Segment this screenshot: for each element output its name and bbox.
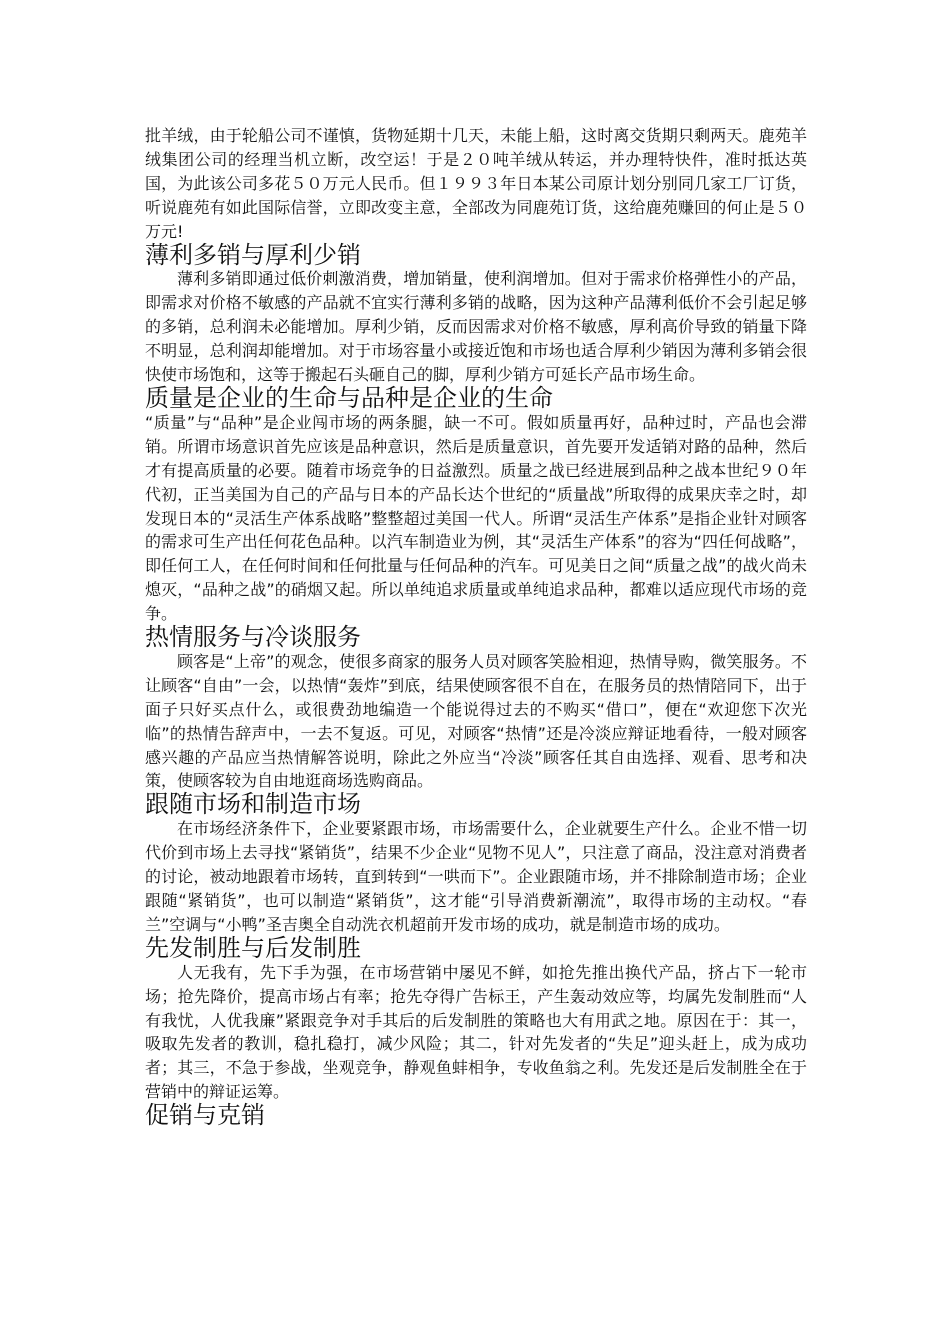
section-body-first-move: 人无我有，先下手为强，在市场营销中屡见不鲜，如抢先推出换代产品，挤占下一轮市场；抢先降价，提高市场占有率；抢先夺得广告标王，产生轰动效应等，均属先发制胜而“人有我忧，人优我廉”紧跟竞争对手其后的后发制胜的策略也大有用武之地。原因在于：其一，吸取先发者的教训，稳扎稳打，减少风险；其二，针对先发者的“失足”迎头赶上，成为成功者；其三，不急于参战，坐观竞争，静观鱼蚌相争，专收鱼翁之利。先发还是后发制胜全在于营销中的辩证运筹。 [145,962,807,1102]
section-heading-promotion: 促销与克销 [145,1101,265,1130]
section-body-quality-variety: “质量”与“品种”是企业闯市场的两条腿，缺一不可。假如质量再好，品种过时，产品也会滞销。所谓市场意识首先应该是品种意识，然后是质量意识，首先要开发适销对路的品种，然后才有提高质量的必要。随着市场竞争的日益激烈。质量之战已经进展到品种之战本世纪９０年代初，正当美国为自己的产品与日本的产品长达个世纪的“质量战”所取得的成果庆幸之时，却发现日本的“灵活生产体系战略”整整超过美国一代人。所谓“灵活生产体系”是指企业针对顾客的需求可生产出任何花色品种。以汽车制造业为例，其“灵活生产体系”的容为“四任何战略”，即任何工人，在任何时间和任何批量与任何品种的汽车。可见美日之间“质量之战”的战火尚未熄灭，“品种之战”的硝烟又起。所以单纯追求质量或单纯追求品种，都难以适应现代市场的竞争。 [145,412,807,624]
section-heading-service: 热情服务与冷谈服务 [145,623,361,652]
section-heading-market: 跟随市场和制造市场 [145,790,361,819]
section-heading-thin-profit: 薄利多销与厚利少销 [145,240,361,269]
document-page [145,124,807,1128]
section-body-service: 顾客是“上帝”的观念，使很多商家的服务人员对顾客笑脸相迎，热情导购，微笑服务。不让顾客“自由”一会，以热情“轰炸”到底，结果使顾客很不自在，在服务员的热情陪同下，出于面子只好买点什么，或很费劲地编造一个能说得过去的不购买“借口”，便在“欢迎您下次光临”的热情告辞声中，一去不复返。可见，对顾客“热情”还是冷淡应辩证地看待，一般对顾客感兴趣的产品应当热情解答说明，除此之外应当“冷淡”顾客任其自由选择、观看、思考和决策，使顾客较为自由地逛商场选购商品。 [145,651,807,791]
section-body-thin-profit: 薄利多销即通过低价刺激消费，增加销量，使利润增加。但对于需求价格弹性小的产品，即需求对价格不敏感的产品就不宜实行薄利多销的战略，因为这种产品薄利低价不会引起足够的多销，总利润未必能增加。厚利少销，反而因需求对价格不敏感，厚利高价导致的销量下降不明显，总利润却能增加。对于市场容量小或接近饱和市场也适合厚利少销因为薄利多销会很快使市场饱和，这等于搬起石头砸自己的脚，厚利少销方可延长产品市场生命。 [145,269,807,385]
section-heading-first-move: 先发制胜与后发制胜 [145,933,361,962]
opening-paragraph: 批羊绒，由于轮船公司不谨慎，货物延期十几天，未能上船，这时离交货期只剩两天。鹿苑羊绒集团公司的经理当机立断，改空运！于是２０吨羊绒从转运，并办理特快件，准时抵达英国，为此该公司多花５０万元人民币。但１９９３年日本某公司原计划分别同几家工厂订货，听说鹿苑有如此国际信誉，立即改变主意，全部改为同鹿苑订货，这给鹿苑赚回的何止是５０万元! [145,126,807,241]
section-heading-quality-variety: 质量是企业的生命与品种是企业的生命 [145,383,553,412]
section-body-market: 在市场经济条件下，企业要紧跟市场，市场需要什么，企业就要生产什么。企业不惜一切代价到市场上去寻找“紧销货”，结果不少企业“见物不见人”，只注意了商品，没注意对消费者的讨论，被动地跟着市场转，直到转到“一哄而下”。企业跟随市场，并不排除制造市场；企业跟随“紧销货”，也可以制造“紧销货”，这才能“引导消费新潮流”，取得市场的主动权。“春兰”空调与“小鸭”圣吉奥全自动洗衣机超前开发市场的成功，就是制造市场的成功。 [145,819,807,934]
